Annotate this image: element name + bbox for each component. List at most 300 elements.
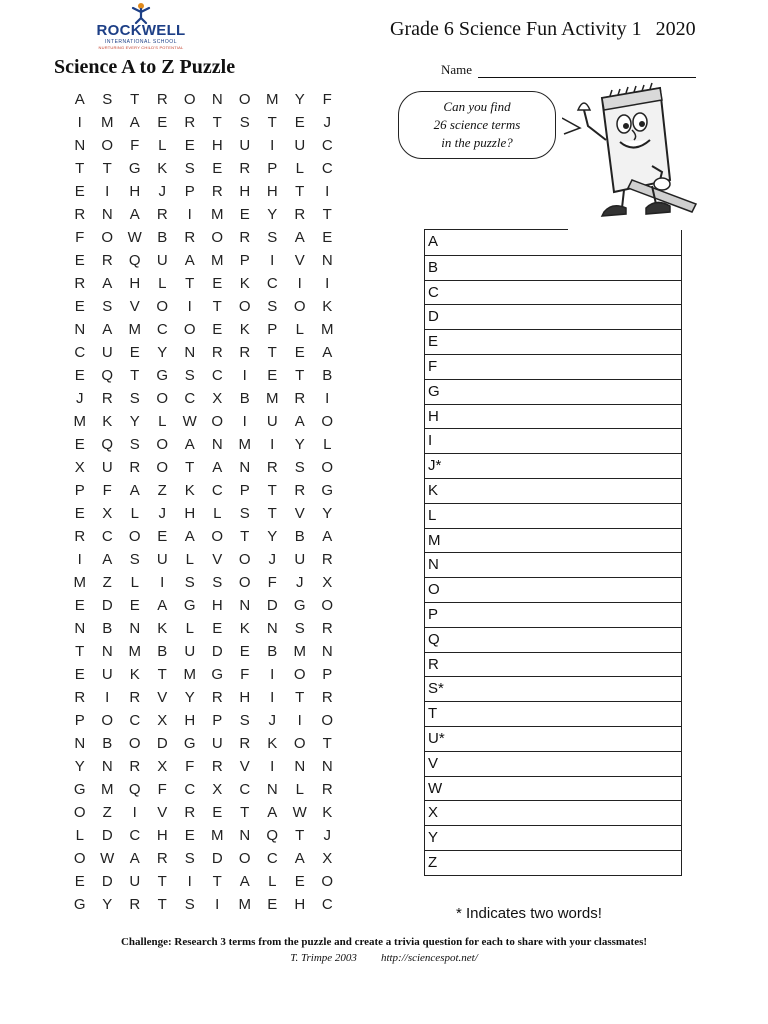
grid-letter[interactable]: L: [323, 436, 332, 453]
grid-letter[interactable]: E: [74, 597, 85, 614]
grid-letter[interactable]: V: [294, 252, 305, 269]
grid-letter[interactable]: A: [102, 551, 113, 568]
grid-letter[interactable]: L: [158, 413, 167, 430]
grid-letter[interactable]: X: [102, 505, 113, 522]
grid-letter[interactable]: I: [297, 712, 302, 729]
grid-letter[interactable]: T: [240, 804, 250, 821]
grid-letter[interactable]: S: [102, 298, 113, 315]
grid-letter[interactable]: L: [75, 827, 84, 844]
grid-letter[interactable]: I: [187, 206, 192, 223]
grid-letter[interactable]: E: [74, 298, 85, 315]
grid-letter[interactable]: U: [239, 137, 251, 154]
grid-letter[interactable]: T: [157, 666, 167, 683]
grid-letter[interactable]: T: [102, 160, 112, 177]
grid-letter[interactable]: S: [184, 896, 195, 913]
grid-letter[interactable]: I: [242, 367, 247, 384]
grid-letter[interactable]: E: [129, 344, 140, 361]
grid-letter[interactable]: L: [185, 620, 194, 637]
grid-letter[interactable]: R: [239, 229, 251, 246]
grid-letter[interactable]: E: [157, 114, 168, 131]
grid-letter[interactable]: O: [321, 873, 334, 890]
grid-letter[interactable]: S: [184, 850, 195, 867]
grid-letter[interactable]: A: [129, 850, 140, 867]
grid-letter[interactable]: C: [74, 344, 86, 361]
grid-letter[interactable]: X: [74, 459, 85, 476]
grid-letter[interactable]: T: [157, 896, 167, 913]
grid-letter[interactable]: N: [211, 91, 223, 108]
grid-letter[interactable]: L: [158, 137, 167, 154]
grid-letter[interactable]: T: [267, 505, 277, 522]
grid-letter[interactable]: H: [211, 137, 223, 154]
grid-letter[interactable]: I: [105, 689, 110, 706]
grid-letter[interactable]: E: [212, 620, 223, 637]
grid-letter[interactable]: M: [128, 643, 141, 660]
grid-letter[interactable]: K: [239, 275, 250, 292]
grid-letter[interactable]: Z: [102, 804, 112, 821]
grid-letter[interactable]: K: [322, 804, 333, 821]
grid-letter[interactable]: A: [102, 275, 113, 292]
grid-letter[interactable]: Z: [102, 574, 112, 591]
answer-row[interactable]: [425, 255, 681, 280]
answer-row[interactable]: [425, 478, 681, 503]
grid-letter[interactable]: N: [321, 643, 333, 660]
grid-letter[interactable]: O: [73, 850, 86, 867]
grid-letter[interactable]: L: [130, 574, 139, 591]
grid-letter[interactable]: T: [322, 735, 332, 752]
grid-letter[interactable]: S: [294, 459, 305, 476]
grid-letter[interactable]: G: [156, 367, 169, 384]
grid-letter[interactable]: F: [185, 758, 195, 775]
grid-letter[interactable]: P: [267, 160, 278, 177]
grid-letter[interactable]: N: [101, 206, 113, 223]
grid-letter[interactable]: O: [101, 712, 114, 729]
grid-letter[interactable]: E: [239, 643, 250, 660]
grid-letter[interactable]: E: [212, 160, 223, 177]
grid-letter[interactable]: R: [211, 183, 223, 200]
grid-letter[interactable]: T: [212, 298, 222, 315]
grid-letter[interactable]: A: [294, 850, 305, 867]
grid-letter[interactable]: A: [157, 597, 168, 614]
grid-letter[interactable]: R: [156, 850, 168, 867]
grid-letter[interactable]: O: [321, 597, 334, 614]
grid-letter[interactable]: Q: [101, 367, 114, 384]
grid-letter[interactable]: A: [129, 206, 140, 223]
grid-letter[interactable]: D: [211, 850, 223, 867]
grid-letter[interactable]: S: [184, 160, 195, 177]
grid-letter[interactable]: F: [267, 574, 277, 591]
grid-letter[interactable]: N: [239, 827, 251, 844]
grid-letter[interactable]: U: [156, 551, 168, 568]
grid-letter[interactable]: H: [129, 183, 141, 200]
answer-row[interactable]: [425, 627, 681, 652]
grid-letter[interactable]: X: [322, 574, 333, 591]
grid-letter[interactable]: T: [130, 91, 140, 108]
grid-letter[interactable]: S: [184, 367, 195, 384]
answer-row[interactable]: [425, 280, 681, 305]
grid-letter[interactable]: Y: [102, 896, 113, 913]
grid-letter[interactable]: O: [156, 436, 169, 453]
grid-letter[interactable]: O: [211, 229, 224, 246]
grid-letter[interactable]: B: [294, 528, 305, 545]
grid-letter[interactable]: O: [238, 91, 251, 108]
grid-letter[interactable]: Y: [157, 344, 168, 361]
grid-letter[interactable]: C: [129, 712, 141, 729]
grid-letter[interactable]: I: [270, 689, 275, 706]
grid-letter[interactable]: B: [102, 735, 113, 752]
grid-letter[interactable]: R: [74, 689, 86, 706]
grid-letter[interactable]: T: [295, 367, 305, 384]
grid-letter[interactable]: M: [128, 321, 141, 338]
grid-letter[interactable]: J: [268, 712, 276, 729]
grid-letter[interactable]: O: [73, 804, 86, 821]
grid-letter[interactable]: R: [74, 206, 86, 223]
grid-letter[interactable]: E: [212, 804, 223, 821]
grid-letter[interactable]: C: [101, 528, 113, 545]
grid-letter[interactable]: V: [212, 551, 223, 568]
grid-letter[interactable]: P: [239, 482, 250, 499]
grid-letter[interactable]: M: [266, 91, 279, 108]
grid-letter[interactable]: M: [73, 574, 86, 591]
grid-letter[interactable]: X: [322, 850, 333, 867]
grid-letter[interactable]: I: [77, 114, 82, 131]
grid-letter[interactable]: M: [183, 666, 196, 683]
grid-letter[interactable]: H: [239, 689, 251, 706]
grid-letter[interactable]: O: [101, 137, 114, 154]
grid-letter[interactable]: K: [102, 413, 113, 430]
grid-letter[interactable]: P: [322, 666, 333, 683]
answer-row[interactable]: [425, 676, 681, 701]
grid-letter[interactable]: E: [157, 528, 168, 545]
grid-letter[interactable]: R: [294, 206, 306, 223]
grid-letter[interactable]: O: [293, 298, 306, 315]
grid-letter[interactable]: S: [129, 390, 140, 407]
grid-letter[interactable]: U: [266, 413, 278, 430]
grid-letter[interactable]: G: [73, 896, 86, 913]
grid-letter[interactable]: I: [77, 551, 82, 568]
grid-letter[interactable]: I: [325, 275, 330, 292]
grid-letter[interactable]: P: [74, 712, 85, 729]
grid-letter[interactable]: P: [74, 482, 85, 499]
grid-letter[interactable]: U: [101, 344, 113, 361]
grid-letter[interactable]: D: [101, 873, 113, 890]
grid-letter[interactable]: S: [267, 298, 278, 315]
grid-letter[interactable]: O: [238, 298, 251, 315]
grid-letter[interactable]: O: [183, 91, 196, 108]
grid-letter[interactable]: U: [101, 459, 113, 476]
grid-letter[interactable]: A: [294, 229, 305, 246]
grid-letter[interactable]: W: [100, 850, 115, 867]
grid-letter[interactable]: O: [156, 298, 169, 315]
grid-letter[interactable]: I: [270, 436, 275, 453]
grid-letter[interactable]: K: [157, 160, 168, 177]
grid-letter[interactable]: R: [184, 229, 196, 246]
grid-letter[interactable]: P: [212, 712, 223, 729]
grid-letter[interactable]: T: [267, 114, 277, 131]
grid-letter[interactable]: A: [74, 91, 85, 108]
grid-letter[interactable]: R: [321, 689, 333, 706]
grid-letter[interactable]: I: [270, 252, 275, 269]
grid-letter[interactable]: A: [184, 252, 195, 269]
grid-letter[interactable]: Y: [322, 505, 333, 522]
answer-row[interactable]: [425, 404, 681, 429]
grid-letter[interactable]: W: [292, 804, 307, 821]
grid-letter[interactable]: V: [294, 505, 305, 522]
grid-letter[interactable]: F: [157, 781, 167, 798]
grid-letter[interactable]: R: [74, 528, 86, 545]
grid-letter[interactable]: O: [156, 459, 169, 476]
credit-url[interactable]: http://sciencespot.net/: [380, 952, 478, 964]
answer-row[interactable]: [425, 552, 681, 577]
grid-letter[interactable]: D: [266, 597, 278, 614]
grid-letter[interactable]: Q: [128, 781, 141, 798]
grid-letter[interactable]: K: [239, 321, 250, 338]
grid-letter[interactable]: T: [185, 275, 195, 292]
answer-row[interactable]: [425, 304, 681, 329]
grid-letter[interactable]: E: [129, 597, 140, 614]
grid-letter[interactable]: E: [74, 183, 85, 200]
grid-letter[interactable]: E: [74, 873, 85, 890]
grid-letter[interactable]: L: [268, 873, 277, 890]
grid-letter[interactable]: I: [187, 298, 192, 315]
grid-letter[interactable]: M: [101, 114, 114, 131]
grid-letter[interactable]: M: [211, 827, 224, 844]
grid-letter[interactable]: K: [129, 666, 140, 683]
grid-letter[interactable]: E: [267, 367, 278, 384]
grid-letter[interactable]: F: [102, 482, 112, 499]
grid-letter[interactable]: C: [321, 896, 333, 913]
grid-letter[interactable]: Y: [294, 91, 305, 108]
grid-letter[interactable]: C: [266, 275, 278, 292]
answer-row[interactable]: [425, 503, 681, 528]
grid-letter[interactable]: P: [239, 252, 250, 269]
grid-letter[interactable]: B: [267, 643, 278, 660]
grid-letter[interactable]: R: [266, 459, 278, 476]
grid-letter[interactable]: C: [211, 367, 223, 384]
grid-letter[interactable]: J: [268, 551, 276, 568]
grid-letter[interactable]: O: [156, 390, 169, 407]
grid-letter[interactable]: X: [212, 390, 223, 407]
grid-letter[interactable]: A: [322, 528, 333, 545]
answer-row[interactable]: [425, 751, 681, 776]
grid-letter[interactable]: D: [156, 735, 168, 752]
grid-letter[interactable]: J: [296, 574, 304, 591]
grid-letter[interactable]: T: [295, 689, 305, 706]
grid-letter[interactable]: E: [267, 896, 278, 913]
grid-letter[interactable]: M: [266, 390, 279, 407]
grid-letter[interactable]: L: [295, 160, 304, 177]
grid-letter[interactable]: S: [239, 505, 250, 522]
grid-letter[interactable]: H: [294, 896, 306, 913]
answer-row[interactable]: [425, 379, 681, 404]
grid-letter[interactable]: E: [74, 505, 85, 522]
answer-row[interactable]: [425, 776, 681, 801]
grid-letter[interactable]: R: [294, 482, 306, 499]
grid-letter[interactable]: M: [238, 896, 251, 913]
grid-letter[interactable]: F: [240, 666, 250, 683]
grid-letter[interactable]: B: [239, 390, 250, 407]
grid-letter[interactable]: T: [212, 873, 222, 890]
grid-letter[interactable]: I: [270, 758, 275, 775]
grid-letter[interactable]: T: [267, 344, 277, 361]
grid-letter[interactable]: O: [211, 528, 224, 545]
grid-letter[interactable]: K: [157, 620, 168, 637]
grid-letter[interactable]: I: [187, 873, 192, 890]
grid-letter[interactable]: K: [184, 482, 195, 499]
grid-letter[interactable]: O: [183, 321, 196, 338]
grid-letter[interactable]: I: [270, 137, 275, 154]
grid-letter[interactable]: O: [321, 413, 334, 430]
grid-letter[interactable]: Y: [129, 413, 140, 430]
grid-letter[interactable]: N: [294, 758, 306, 775]
grid-letter[interactable]: F: [75, 229, 85, 246]
grid-letter[interactable]: G: [183, 735, 196, 752]
grid-letter[interactable]: S: [212, 574, 223, 591]
grid-letter[interactable]: V: [157, 804, 168, 821]
grid-letter[interactable]: O: [238, 551, 251, 568]
grid-letter[interactable]: M: [211, 206, 224, 223]
grid-letter[interactable]: N: [184, 344, 196, 361]
grid-letter[interactable]: U: [211, 735, 223, 752]
grid-letter[interactable]: U: [156, 252, 168, 269]
grid-letter[interactable]: C: [129, 827, 141, 844]
grid-letter[interactable]: I: [325, 183, 330, 200]
grid-letter[interactable]: I: [297, 275, 302, 292]
grid-letter[interactable]: C: [239, 781, 251, 798]
grid-letter[interactable]: B: [157, 229, 168, 246]
grid-letter[interactable]: C: [211, 482, 223, 499]
grid-letter[interactable]: H: [266, 183, 278, 200]
grid-letter[interactable]: K: [322, 298, 333, 315]
grid-letter[interactable]: C: [321, 160, 333, 177]
grid-letter[interactable]: L: [158, 275, 167, 292]
grid-letter[interactable]: T: [240, 528, 250, 545]
grid-letter[interactable]: O: [211, 413, 224, 430]
grid-letter[interactable]: Z: [157, 482, 167, 499]
grid-letter[interactable]: H: [129, 275, 141, 292]
grid-letter[interactable]: R: [211, 758, 223, 775]
grid-letter[interactable]: X: [212, 781, 223, 798]
grid-letter[interactable]: O: [128, 528, 141, 545]
grid-letter[interactable]: E: [212, 321, 223, 338]
grid-letter[interactable]: S: [102, 91, 113, 108]
grid-letter[interactable]: C: [156, 321, 168, 338]
grid-letter[interactable]: I: [270, 666, 275, 683]
grid-letter[interactable]: R: [321, 620, 333, 637]
grid-letter[interactable]: S: [129, 436, 140, 453]
grid-letter[interactable]: M: [211, 252, 224, 269]
grid-letter[interactable]: J: [76, 390, 84, 407]
grid-letter[interactable]: C: [266, 850, 278, 867]
answer-row[interactable]: [425, 701, 681, 726]
grid-letter[interactable]: D: [101, 597, 113, 614]
grid-letter[interactable]: T: [295, 827, 305, 844]
grid-letter[interactable]: F: [130, 137, 140, 154]
grid-letter[interactable]: M: [73, 413, 86, 430]
answer-row[interactable]: [425, 453, 681, 478]
grid-letter[interactable]: Y: [184, 689, 195, 706]
grid-letter[interactable]: E: [294, 873, 305, 890]
grid-letter[interactable]: V: [157, 689, 168, 706]
grid-letter[interactable]: I: [242, 413, 247, 430]
answer-row[interactable]: [425, 428, 681, 453]
grid-letter[interactable]: C: [321, 137, 333, 154]
grid-letter[interactable]: I: [215, 896, 220, 913]
grid-letter[interactable]: N: [211, 436, 223, 453]
grid-letter[interactable]: N: [239, 459, 251, 476]
grid-letter[interactable]: A: [294, 413, 305, 430]
grid-letter[interactable]: R: [239, 735, 251, 752]
grid-letter[interactable]: W: [127, 229, 142, 246]
grid-letter[interactable]: L: [130, 505, 139, 522]
grid-letter[interactable]: I: [325, 390, 330, 407]
grid-letter[interactable]: N: [101, 758, 113, 775]
grid-letter[interactable]: G: [321, 482, 334, 499]
grid-letter[interactable]: T: [185, 459, 195, 476]
grid-letter[interactable]: E: [294, 344, 305, 361]
grid-letter[interactable]: E: [239, 206, 250, 223]
answer-row[interactable]: [425, 652, 681, 677]
grid-letter[interactable]: R: [156, 91, 168, 108]
grid-letter[interactable]: A: [102, 321, 113, 338]
grid-letter[interactable]: T: [130, 367, 140, 384]
grid-letter[interactable]: R: [129, 896, 141, 913]
grid-letter[interactable]: R: [156, 206, 168, 223]
grid-letter[interactable]: A: [129, 114, 140, 131]
grid-letter[interactable]: N: [321, 252, 333, 269]
grid-letter[interactable]: L: [295, 321, 304, 338]
grid-letter[interactable]: E: [212, 275, 223, 292]
answer-row[interactable]: [425, 850, 681, 875]
grid-letter[interactable]: V: [129, 298, 140, 315]
grid-letter[interactable]: J: [158, 505, 166, 522]
name-blank-line[interactable]: [478, 65, 696, 78]
grid-letter[interactable]: T: [295, 183, 305, 200]
grid-letter[interactable]: B: [102, 620, 113, 637]
answer-row[interactable]: [425, 800, 681, 825]
grid-letter[interactable]: R: [321, 781, 333, 798]
grid-letter[interactable]: I: [132, 804, 137, 821]
answer-row[interactable]: [425, 726, 681, 751]
grid-letter[interactable]: N: [266, 620, 278, 637]
grid-letter[interactable]: B: [322, 367, 333, 384]
grid-letter[interactable]: D: [101, 827, 113, 844]
grid-letter[interactable]: N: [321, 758, 333, 775]
grid-letter[interactable]: Q: [101, 436, 114, 453]
grid-letter[interactable]: J: [158, 183, 166, 200]
grid-letter[interactable]: X: [157, 758, 168, 775]
grid-letter[interactable]: H: [239, 183, 251, 200]
answer-row[interactable]: [425, 577, 681, 602]
grid-letter[interactable]: L: [295, 781, 304, 798]
grid-letter[interactable]: V: [239, 758, 250, 775]
grid-letter[interactable]: Y: [267, 528, 278, 545]
grid-letter[interactable]: Q: [266, 827, 279, 844]
grid-letter[interactable]: N: [239, 597, 251, 614]
grid-letter[interactable]: U: [129, 873, 141, 890]
grid-letter[interactable]: R: [101, 252, 113, 269]
grid-letter[interactable]: W: [182, 413, 197, 430]
grid-letter[interactable]: E: [184, 827, 195, 844]
grid-letter[interactable]: R: [294, 390, 306, 407]
grid-letter[interactable]: E: [322, 229, 333, 246]
grid-letter[interactable]: M: [101, 781, 114, 798]
grid-letter[interactable]: O: [238, 574, 251, 591]
grid-letter[interactable]: P: [184, 183, 195, 200]
name-field[interactable]: [441, 62, 696, 78]
grid-letter[interactable]: I: [105, 183, 110, 200]
grid-letter[interactable]: Y: [294, 436, 305, 453]
grid-letter[interactable]: R: [184, 114, 196, 131]
